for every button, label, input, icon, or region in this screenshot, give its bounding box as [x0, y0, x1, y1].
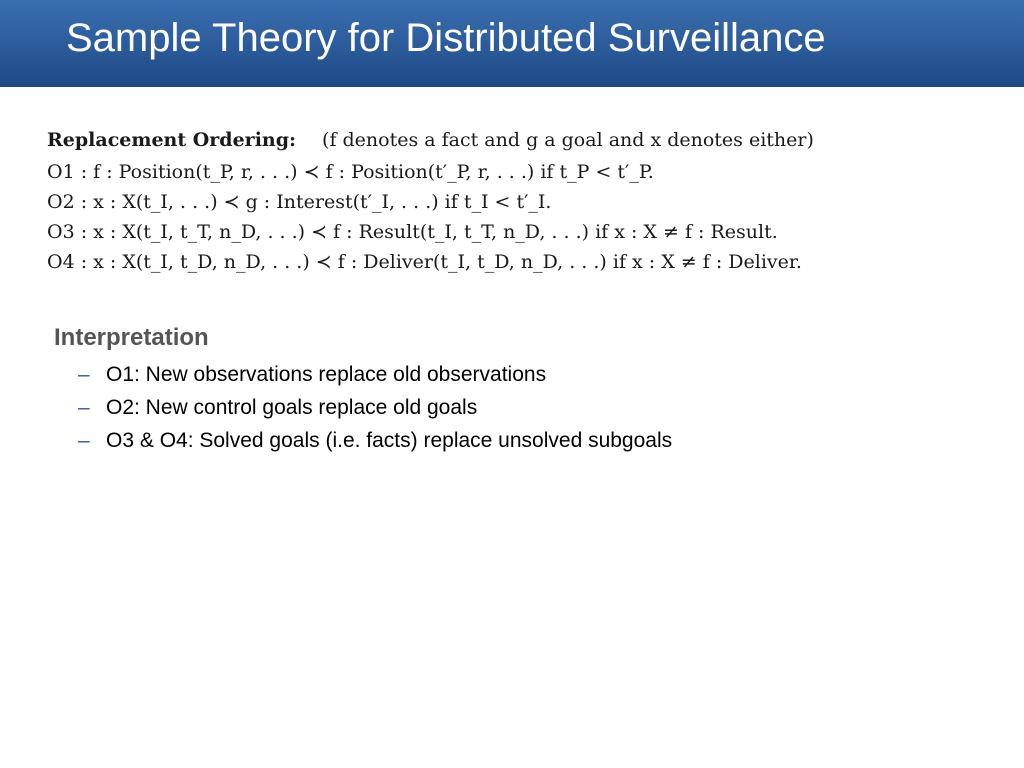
interpretation-list	[54, 358, 672, 457]
replacement-ordering-note: (f denotes a fact and g a goal and x denotes either)	[322, 129, 814, 151]
rule-o3: O3 : x : X(t_I, t_T, n_D, . . .) ≺ f : Result(t_I, t_T, n_D, . . .) if x : X ≠ f : Result.	[47, 221, 778, 243]
interpretation-heading: Interpretation	[54, 324, 209, 351]
title-bar	[0, 0, 1024, 87]
math-block	[47, 123, 814, 277]
rule-o1: O1 : f : Position(t_P, r, . . .) ≺ f : Position(t′_P, r, . . .) if t_P < t′_P.	[47, 161, 654, 183]
dash-bullet: –	[78, 363, 90, 386]
dash-bullet: –	[78, 429, 90, 452]
list-item	[78, 358, 672, 391]
list-item	[78, 391, 672, 424]
slide-title: Sample Theory for Distributed Surveillance	[66, 16, 826, 60]
list-item-text: O1: New observations replace old observations	[106, 363, 547, 386]
list-item	[78, 424, 672, 457]
list-item-text: O2: New control goals replace old goals	[106, 396, 478, 419]
rule-o4: O4 : x : X(t_I, t_D, n_D, . . .) ≺ f : Deliver(t_I, t_D, n_D, . . .) if x : X ≠ f : Deliver.	[47, 251, 802, 273]
dash-bullet: –	[78, 396, 90, 419]
replacement-ordering-heading	[47, 123, 814, 157]
list-item-text: O3 & O4: Solved goals (i.e. facts) replace unsolved subgoals	[106, 429, 673, 452]
rule-o2: O2 : x : X(t_I, . . .) ≺ g : Interest(t′_I, . . .) if t_I < t′_I.	[47, 191, 552, 213]
interpretation-section	[54, 322, 672, 457]
replacement-ordering-label: Replacement Ordering:	[47, 129, 297, 151]
